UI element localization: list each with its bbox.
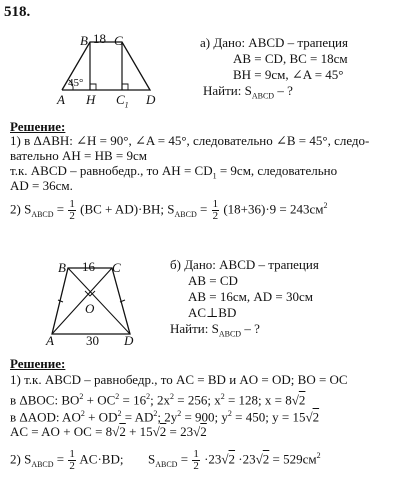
given-b-line3: AC⊥BD	[188, 305, 237, 320]
label-angle-45: 45°	[68, 77, 84, 89]
solution-a-line1: 1) в ΔABH: ∠H = 90°, ∠A = 45°, следовательно ∠B = 45°, следо-	[10, 133, 370, 148]
label-a2: A	[46, 333, 54, 348]
solution-b-line2: в ΔBOC: $BO^2 + OC^2 = 16^2$; $2x^2 = 256$; $x^2 = 128$; x = 8√2	[10, 392, 306, 408]
right-angle-h	[90, 84, 96, 90]
given-a-title: а) Дано: ABCD – трапеция	[200, 35, 348, 50]
label-d: D	[146, 92, 156, 107]
find-b: Найти: $S_{ABCD}$ – ?	[170, 321, 260, 339]
solution-a-line3: т.к. ABCD – равнобедр., то AH = $CD_1 = 9см$, следовательно	[10, 163, 338, 181]
solution-b-title: Решение:	[10, 356, 66, 371]
problem-number: 518.	[4, 4, 31, 20]
label-c: C	[114, 33, 123, 48]
right-angle-c1	[122, 84, 128, 90]
label-c2: C	[112, 260, 121, 275]
solution-b-line5-area: $S_{ABCD}$ = $\frac{1}{2}$ $\cdot 23√2 \cdot 23√2 = 529см^2$	[148, 448, 321, 472]
label-b: B	[80, 33, 88, 48]
label-top-18: 18	[93, 31, 106, 46]
solution-b-line4: AC = AO + OC = 8√2 + 15√2 = 23√2	[10, 424, 207, 439]
given-b-line2: AB = 16см, AD = 30см	[188, 289, 313, 304]
label-o: O	[85, 301, 95, 316]
solution-a-line5: 2) $S_{ABCD}$ = $\frac{1}{2}$ (BC + AD)·BH; $S_{ABCD}$ = $\frac{1}{2}$ $(18+36)\cdot 9 = 243см^2$	[10, 198, 328, 222]
solution-b-line1: 1) т.к. ABCD – равнобедр., то AC = BD и AO = OD; BO = OC	[10, 372, 348, 387]
solution-a-line4: AD = 36см.	[10, 178, 73, 193]
given-b-line1: AB = CD	[188, 273, 238, 288]
given-a-line1: AB = CD, BC = 18см	[233, 51, 348, 66]
solution-a-line2: вательно AH = HB = 9см	[10, 148, 147, 163]
label-c1: $C_1$	[116, 92, 129, 110]
find-a: Найти: $S_{ABCD}$ – ?	[203, 83, 293, 101]
label-d2: D	[124, 333, 134, 348]
label-h: H	[86, 92, 96, 107]
solution-b-line5: 2) $S_{ABCD}$ = $\frac{1}{2}$ AC·BD;	[10, 448, 124, 472]
solution-b-line3: в ΔAOD: $AO^2 + OD^2 = AD^2$; $2y^2 = 900$; $y^2 = 450$; y = 15√2	[10, 409, 320, 425]
label-top-16: 16	[82, 259, 95, 274]
given-b-title: б) Дано: ABCD – трапеция	[170, 257, 319, 272]
label-a: A	[57, 92, 65, 107]
given-a-line2: BH = 9см, ∠A = 45°	[233, 67, 344, 82]
solution-a-title: Решение:	[10, 119, 66, 134]
label-b2: B	[58, 260, 66, 275]
label-bottom-30: 30	[86, 333, 99, 348]
